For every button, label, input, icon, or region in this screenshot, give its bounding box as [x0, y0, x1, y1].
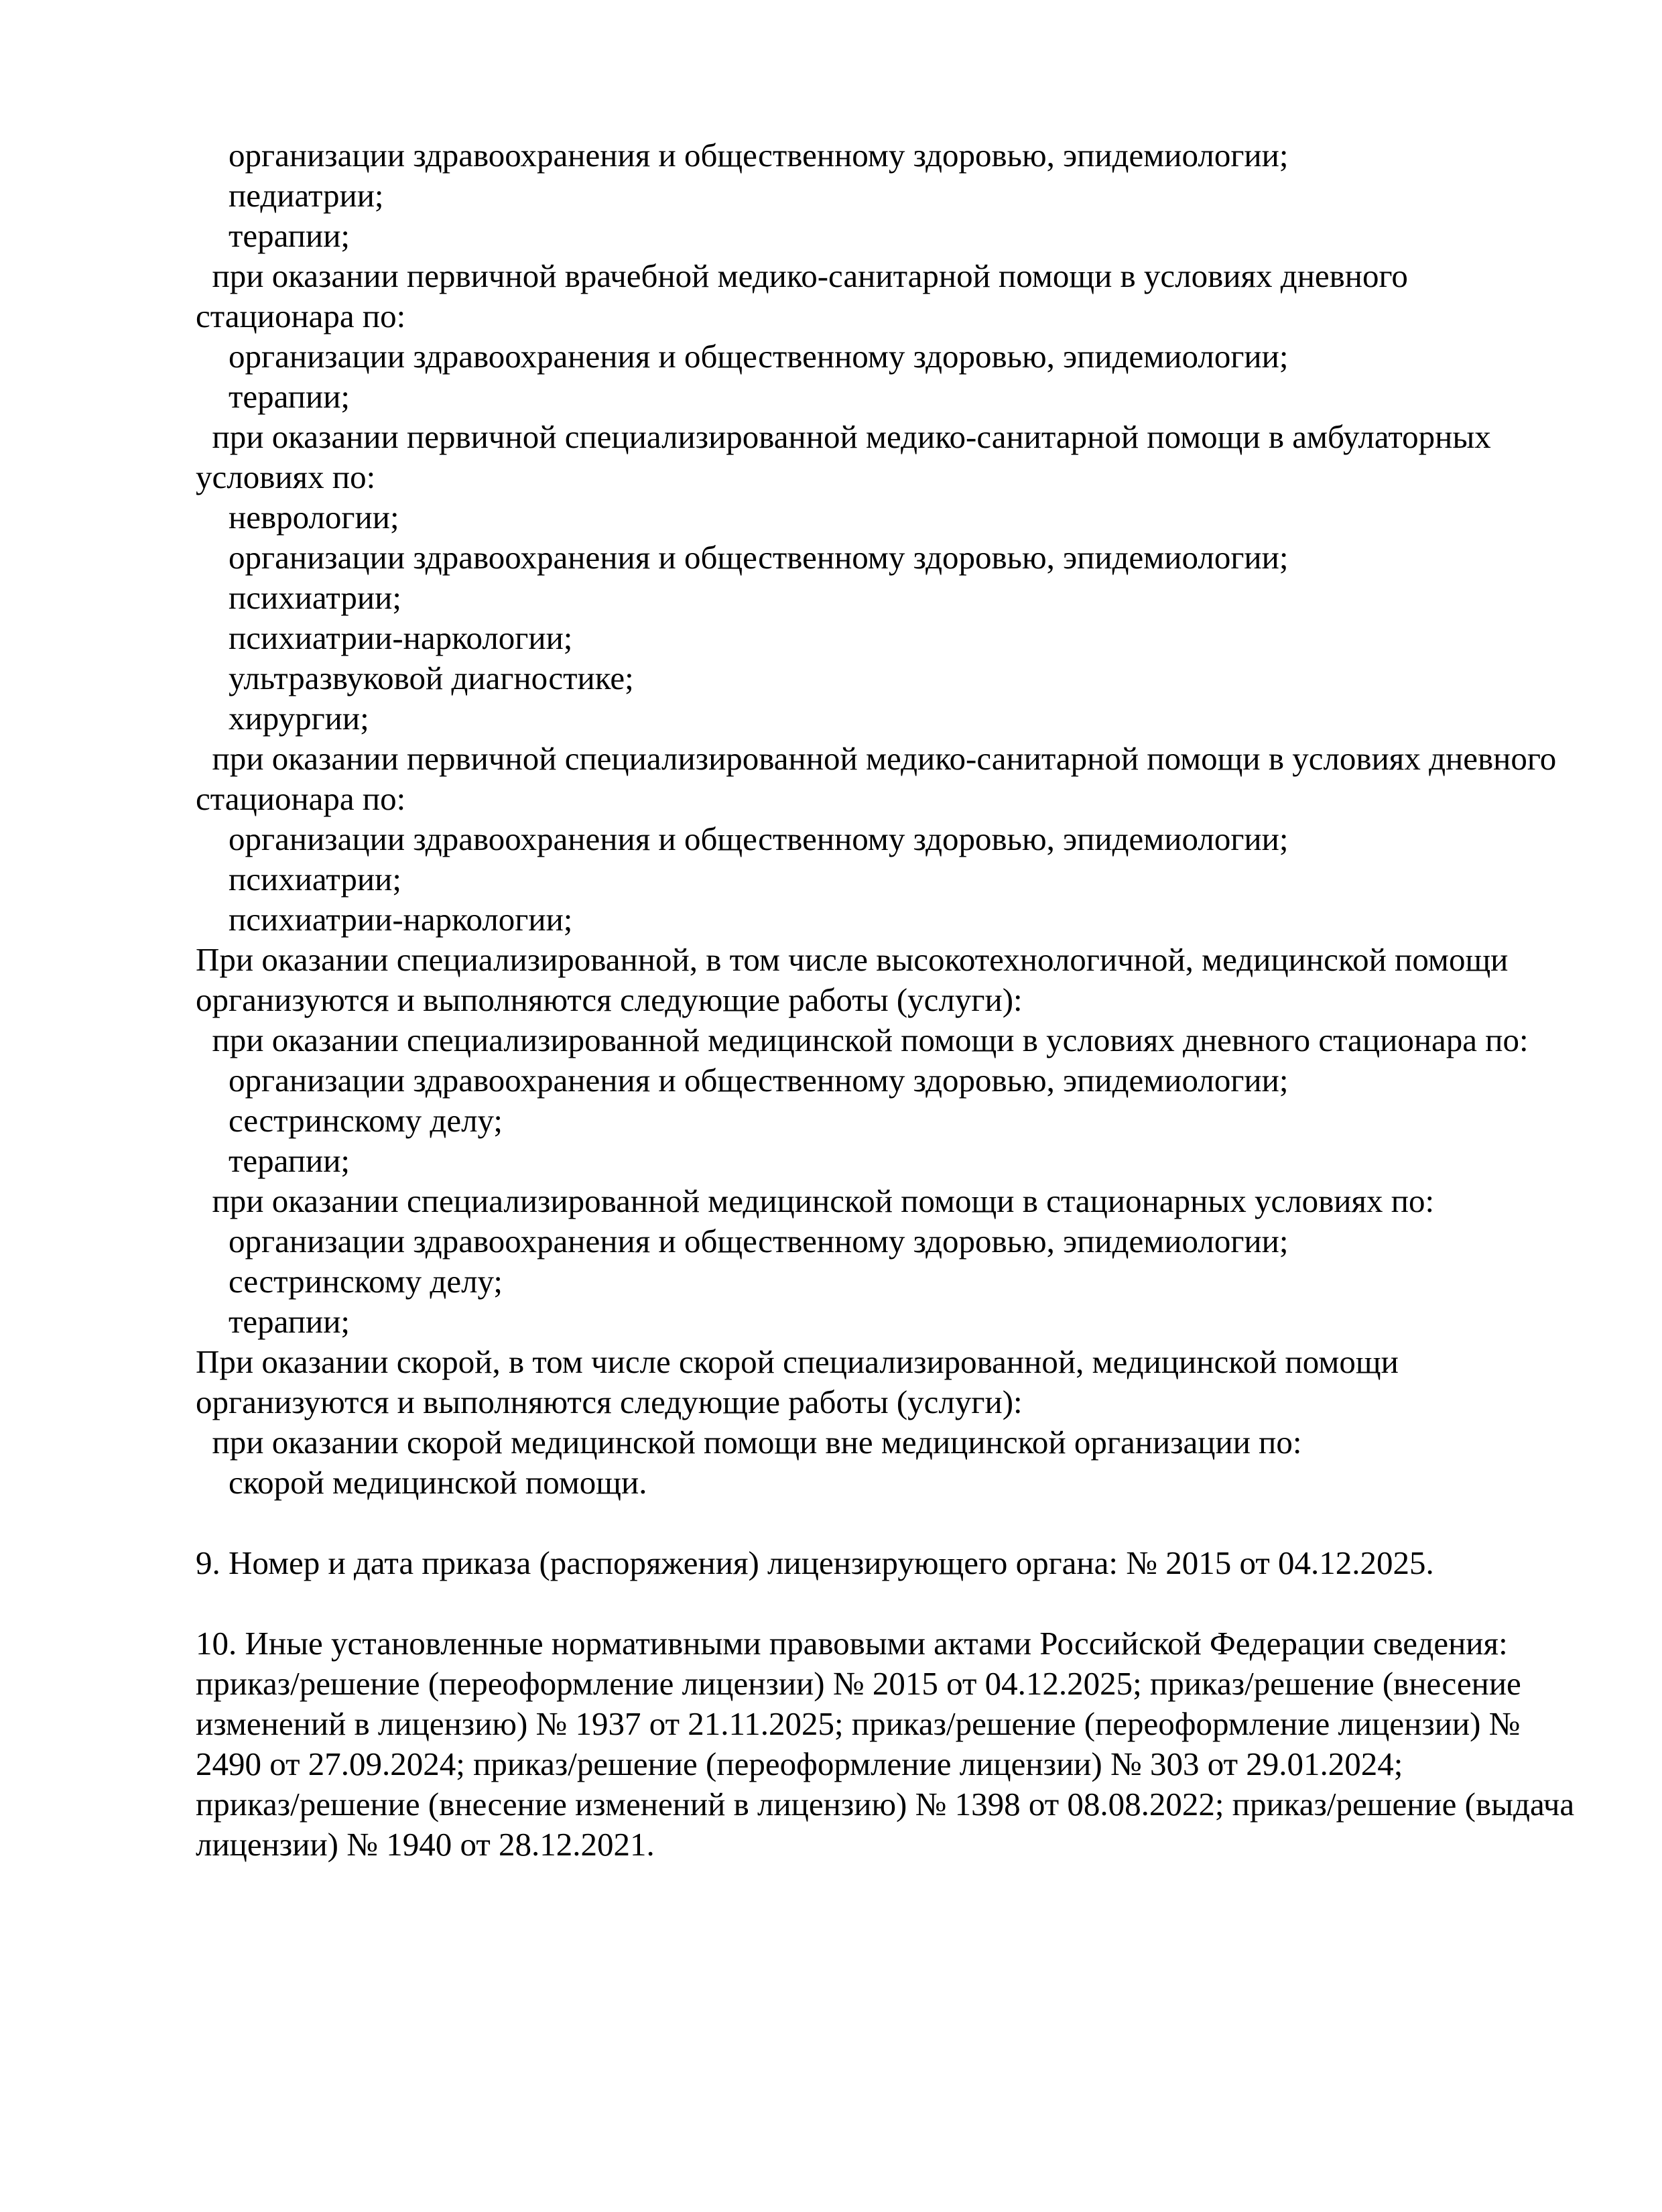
text-line: терапии; — [196, 1303, 350, 1340]
text-line: 10. Иные установленные нормативными правовыми актами Российской Федерации сведения: — [196, 1625, 1508, 1662]
text-line: приказ/решение (переоформление лицензии) № 2015 от 04.12.2025; приказ/решение (внесение — [196, 1665, 1521, 1702]
text-line: организации здравоохранения и общественному здоровью, эпидемиологии; — [196, 1062, 1289, 1099]
text-line: при оказании первичной врачебной медико-санитарной помощи в условиях дневного — [196, 257, 1408, 294]
text-line: при оказании первичной специализированной медико-санитарной помощи в амбулаторных — [196, 418, 1491, 455]
text-line: сестринскому делу; — [196, 1102, 503, 1139]
text-line: стационара по: — [196, 780, 406, 817]
text-line: организации здравоохранения и общественному здоровью, эпидемиологии; — [196, 539, 1289, 576]
text-line: психиатрии; — [196, 861, 401, 898]
text-line: ультразвуковой диагностике; — [196, 660, 634, 696]
text-line: при оказании первичной специализированной медико-санитарной помощи в условиях дневного — [196, 740, 1557, 777]
text-line: изменений в лицензию) № 1937 от 21.11.2025; приказ/решение (переоформление лицензии) № — [196, 1705, 1521, 1742]
text-line: 2490 от 27.09.2024; приказ/решение (переоформление лицензии) № 303 от 29.01.2024; — [196, 1745, 1403, 1782]
text-line: условиях по: — [196, 458, 376, 495]
text-line: организуются и выполняются следующие работы (услуги): — [196, 981, 1023, 1018]
text-line: лицензии) № 1940 от 28.12.2021. — [196, 1826, 655, 1863]
text-line: психиатрии-наркологии; — [196, 901, 573, 938]
text-line: при оказании специализированной медицинской помощи в условиях дневного стационара по: — [196, 1022, 1529, 1058]
text-line: терапии; — [196, 1142, 350, 1179]
text-line: педиатрии; — [196, 177, 384, 214]
text-line: организуются и выполняются следующие работы (услуги): — [196, 1384, 1023, 1420]
text-line: организации здравоохранения и общественному здоровью, эпидемиологии; — [196, 137, 1289, 174]
license-text-block — [196, 135, 1582, 1865]
text-line: При оказании скорой, в том числе скорой специализированной, медицинской помощи — [196, 1343, 1399, 1380]
text-line: организации здравоохранения и общественному здоровью, эпидемиологии; — [196, 1223, 1289, 1259]
text-line: хирургии; — [196, 700, 369, 737]
text-line: 9. Номер и дата приказа (распоряжения) лицензирующего органа: № 2015 от 04.12.2025. — [196, 1544, 1434, 1581]
text-line: организации здравоохранения и общественному здоровью, эпидемиологии; — [196, 820, 1289, 857]
text-line: терапии; — [196, 378, 350, 415]
text-line: стационара по: — [196, 298, 406, 334]
text-line: психиатрии-наркологии; — [196, 619, 573, 656]
text-line: при оказании специализированной медицинской помощи в стационарных условиях по: — [196, 1182, 1435, 1219]
text-line: при оказании скорой медицинской помощи вне медицинской организации по: — [196, 1424, 1302, 1461]
text-line: неврологии; — [196, 499, 399, 536]
text-line — [196, 1583, 1582, 1623]
text-line: При оказании специализированной, в том числе высокотехнологичной, медицинской помощи — [196, 941, 1509, 978]
text-line: сестринскому делу; — [196, 1263, 503, 1300]
text-line: приказ/решение (внесение изменений в лицензию) № 1398 от 08.08.2022; приказ/решение (выдача — [196, 1786, 1575, 1823]
text-line: психиатрии; — [196, 579, 401, 616]
text-line — [196, 1503, 1582, 1543]
text-line: терапии; — [196, 217, 350, 254]
text-line: организации здравоохранения и общественному здоровью, эпидемиологии; — [196, 338, 1289, 375]
text-line: скорой медицинской помощи. — [196, 1464, 647, 1501]
